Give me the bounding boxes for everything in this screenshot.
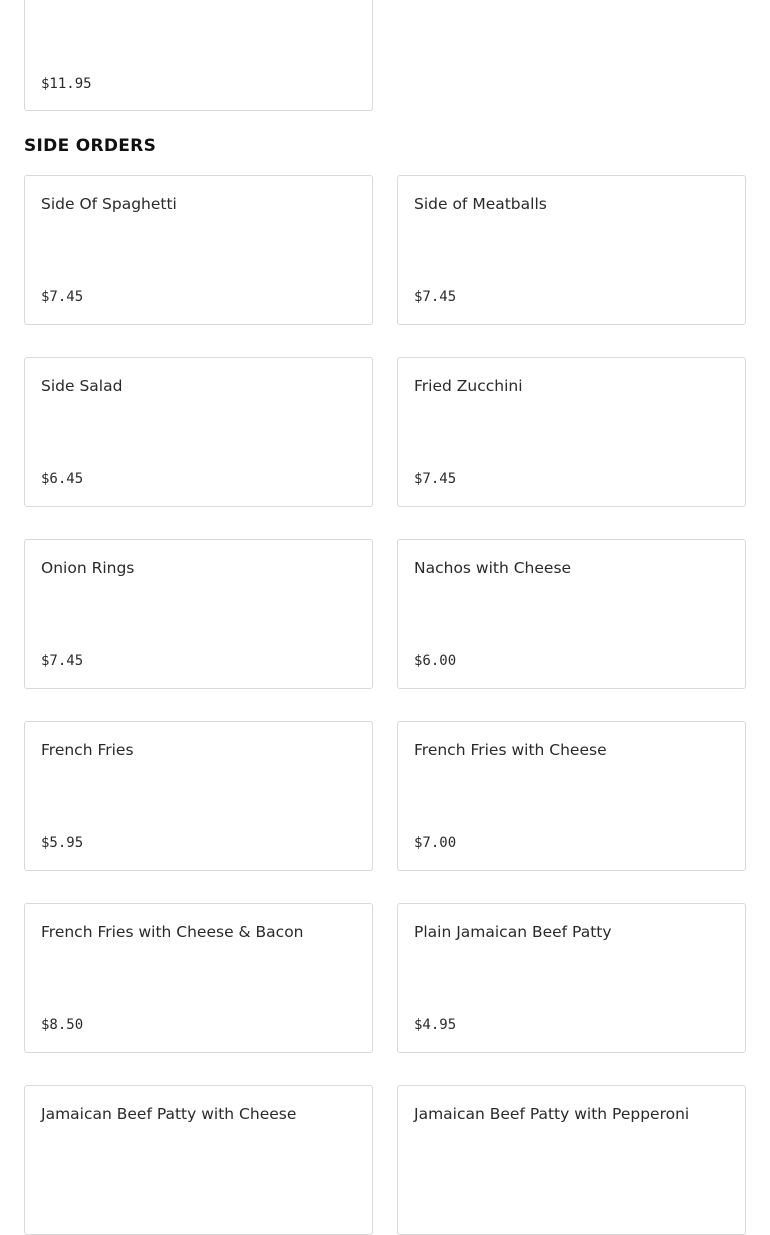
menu-item-price: $7.45	[414, 471, 457, 487]
menu-item-name: French Fries	[41, 741, 134, 759]
menu-item-name: Onion Rings	[41, 559, 135, 577]
menu-item-name: Side Salad	[41, 377, 123, 395]
menu-item-card[interactable]	[397, 903, 746, 1053]
section-title: SIDE ORDERS	[24, 136, 157, 156]
menu-item-price: $7.00	[414, 835, 457, 851]
menu-item-card[interactable]	[397, 357, 746, 507]
menu-item-card[interactable]	[24, 721, 373, 871]
menu-item-card[interactable]	[397, 175, 746, 325]
menu-item-name: Plain Jamaican Beef Patty	[414, 923, 612, 941]
menu-item-card[interactable]	[397, 539, 746, 689]
menu-item-name: Side of Meatballs	[414, 195, 547, 213]
menu-item-price: $5.95	[41, 835, 84, 851]
menu-item-name: Jamaican Beef Patty with Pepperoni	[414, 1105, 690, 1123]
menu-item-price: $8.50	[41, 1017, 84, 1033]
menu-item-card[interactable]	[24, 903, 373, 1053]
menu-item-price: $7.45	[414, 289, 457, 305]
menu-item-price: $7.45	[41, 289, 84, 305]
menu-item-name: Side Of Spaghetti	[41, 195, 177, 213]
menu-item-price: $11.95	[41, 76, 92, 92]
menu-item-card[interactable]	[24, 539, 373, 689]
menu-item-card[interactable]	[24, 1085, 373, 1235]
menu-item-name: Jamaican Beef Patty with Cheese	[41, 1105, 297, 1123]
menu-item-price: $6.00	[414, 653, 457, 669]
menu-item-name: French Fries with Cheese	[414, 741, 607, 759]
menu-item-card[interactable]	[24, 357, 373, 507]
menu-item-card[interactable]	[397, 721, 746, 871]
menu-item-price: $4.95	[414, 1017, 457, 1033]
menu-item-card[interactable]	[24, 175, 373, 325]
menu-item-card[interactable]	[24, 0, 373, 111]
menu-item-name: Fried Zucchini	[414, 377, 523, 395]
menu-item-card[interactable]	[397, 1085, 746, 1235]
menu-item-price: $6.45	[41, 471, 84, 487]
menu-item-name: Nachos with Cheese	[414, 559, 572, 577]
menu-item-name: French Fries with Cheese & Bacon	[41, 923, 304, 941]
menu-item-price: $7.45	[41, 653, 84, 669]
